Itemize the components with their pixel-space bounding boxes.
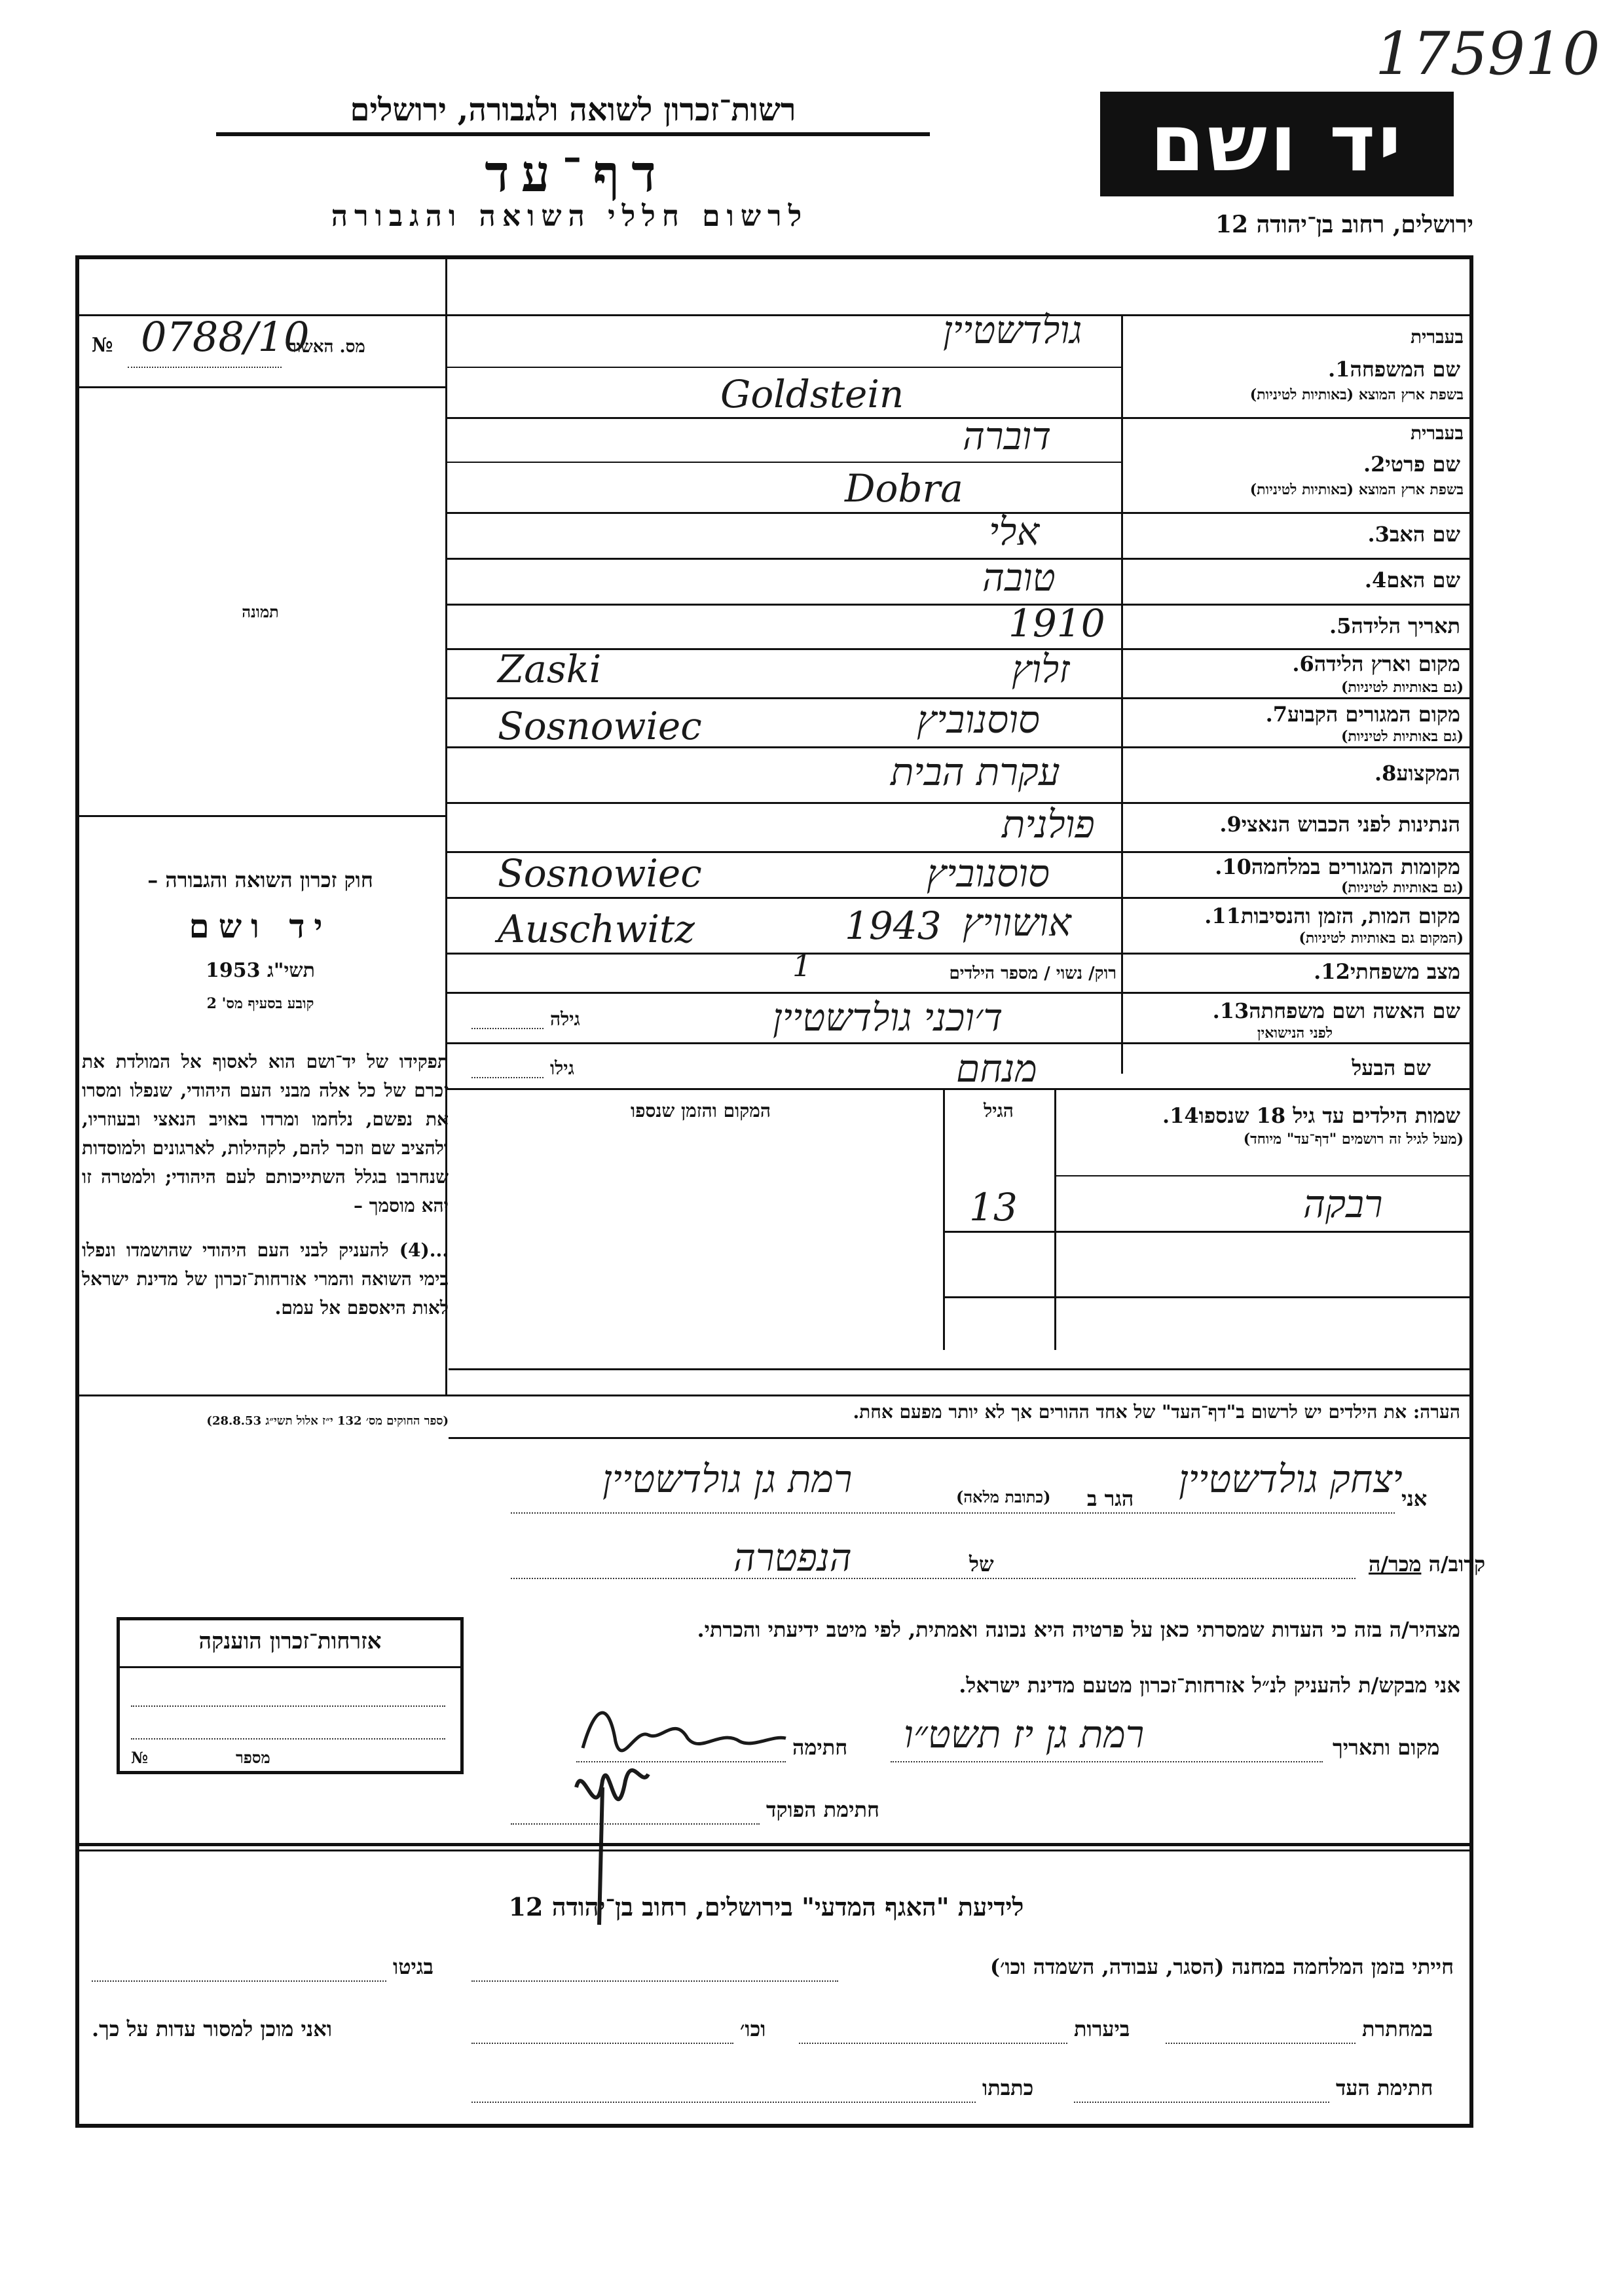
field-2-number: 2.	[1363, 452, 1386, 477]
field-6-label-text: מקום וארץ הלידה	[1314, 651, 1460, 676]
field-12-label-text: מצב משפחתי	[1350, 959, 1460, 984]
science-underground: במחתרת	[1362, 2016, 1433, 2041]
field-11-label-text: מקום המות, הזמן והנסיבות	[1240, 903, 1460, 928]
decl-address-label: (כתובת מלאה)	[956, 1487, 1051, 1506]
page-subtitle: לרשום חללי השואה והגבורה	[331, 200, 809, 233]
note-text: הערה: את הילדים יש לרשום ב"דף־העד" של אחד ההורים אך לא יותר מפעם אחת.	[853, 1401, 1460, 1423]
field-12-sub: רוק/ נשוי / מספר הילדים	[949, 964, 1116, 983]
inspector-label: חתימת הפוקד	[766, 1797, 879, 1822]
field-7-label-text: מקום המגורים הקבוע	[1287, 702, 1460, 727]
field-6-label	[1284, 651, 1460, 676]
law-name: יד ושם	[189, 907, 332, 945]
field-10-number: 10.	[1215, 854, 1251, 879]
approval-prefix: №	[92, 334, 113, 357]
science-line-f	[1074, 2102, 1329, 2103]
field-9-number: 9.	[1219, 812, 1242, 837]
decl-request: אני מבקש/ת להעניק לנ״ל אזרחות־זכרון מטעם מדינת ישראל.	[959, 1673, 1460, 1698]
science-line-c	[1166, 2043, 1356, 2044]
child-name: רבקה	[1303, 1182, 1383, 1226]
relative-deceased: הנפטרה	[733, 1535, 852, 1580]
children-age-header: הגיל	[984, 1100, 1014, 1121]
field-5-number: 5.	[1329, 613, 1352, 638]
residence-latin: Sosnowiec	[498, 704, 702, 748]
death-year: 1943	[845, 903, 942, 948]
death-place-hebrew: אושוויץ	[963, 900, 1071, 945]
science-line-a	[471, 1980, 838, 1982]
field-10-sub: (גם באותיות לטיניות)	[1340, 879, 1464, 896]
witness-address-label: כתבתו	[982, 2075, 1034, 2100]
science-title: לידיעת "האגף המדעי" בירושלים, רחוב בן־יהודה 12	[508, 1892, 1024, 1922]
field-3-label	[1359, 522, 1460, 547]
divider	[75, 1843, 1473, 1846]
science-testimony: ואני מוכן למסור עדות על כך.	[92, 2016, 333, 2041]
husband-name: מנחם	[956, 1046, 1037, 1091]
divider	[75, 815, 445, 817]
divider	[120, 1666, 460, 1668]
science-line-b	[92, 1980, 386, 1982]
divider	[449, 1437, 1473, 1439]
field-10-label	[1207, 854, 1460, 879]
field-6-sub: (גם באותיות לטיניות)	[1340, 679, 1464, 696]
profession: עקרת הבית	[891, 750, 1060, 794]
approval-line	[128, 367, 282, 368]
divider	[445, 802, 1473, 804]
law-title: חוק זכרון השואה והגבורה –	[147, 867, 373, 892]
decl-ani: אני	[1401, 1486, 1428, 1511]
family-name-latin: Goldstein	[720, 372, 904, 416]
science-ghetto: בגיטו	[393, 1954, 434, 1979]
field-11-number: 11.	[1204, 903, 1241, 928]
nationality: פולנית	[1002, 802, 1095, 847]
decl-statement: מצהיר/ה בזה כי העדות שמסרתי כאן על פרטיה היא נכונה ואמתית, לפי מיטב ידיעתי והכרתי.	[697, 1617, 1460, 1642]
header-address: ירושלים, רחוב בן־יהודה 12	[1215, 211, 1473, 238]
column-divider-labels	[1121, 314, 1123, 1074]
death-place-latin: Auschwitz	[498, 907, 695, 951]
field-7-number: 7.	[1265, 702, 1288, 727]
science-line-d	[799, 2043, 1067, 2044]
citizenship-number-label: מספר	[236, 1748, 270, 1767]
divider	[445, 604, 1473, 606]
decl-resides: הגר ב	[1087, 1486, 1134, 1511]
decl-signature-label: חתימה	[792, 1735, 848, 1760]
family-name-hebrew: גולדשטיין	[943, 308, 1082, 352]
children-col-divider	[943, 1088, 945, 1350]
divider	[445, 417, 1473, 419]
field-2-label	[1356, 452, 1460, 477]
field-11-sub: (המקום גם באותיות לטיניות)	[1299, 930, 1464, 947]
children-label	[1154, 1103, 1460, 1128]
field-9-label-text: הנתינות לפני הכבוש הנאצי	[1241, 812, 1460, 837]
field-13-label-text: שם האשה ושם משפחתה	[1249, 998, 1460, 1023]
field-4-label-text: שם האם	[1386, 568, 1460, 592]
divider	[445, 367, 1121, 368]
divider	[445, 558, 1473, 560]
decl-relative: קרוב/ה	[1428, 1552, 1486, 1576]
mother-name: טובה	[982, 555, 1056, 600]
field-1-label	[1320, 357, 1460, 382]
science-line-g	[471, 2102, 976, 2103]
wife-age-label: גילה	[550, 1008, 580, 1030]
field-8-label-text: המקצוע	[1396, 761, 1460, 786]
wife-age-line	[471, 1028, 544, 1029]
field-2-sub-he: בעברית	[1410, 422, 1464, 444]
handwritten-record-number: 175910	[1375, 20, 1600, 88]
page-title: דף־עד	[485, 144, 668, 204]
decl-line-2	[511, 1578, 1356, 1579]
law-text-para2: ...(4) להעניק לבני העם היהודי שהושמדו ונפלו בימי השואה והמרי אזרחות־זכרון של מדינת ישראל לאות היאספם אל עמם.	[82, 1239, 449, 1319]
children-number: 14.	[1162, 1103, 1199, 1128]
field-5-label-text: תאריך הלידה	[1351, 613, 1460, 638]
field-3-label-text: שם האב	[1389, 522, 1460, 547]
field-3-number: 3.	[1367, 522, 1390, 547]
science-line-e	[471, 2043, 733, 2044]
divider	[449, 1368, 1473, 1370]
children-label-text: שמות הילדים עד גיל 18 שנספו	[1198, 1103, 1460, 1128]
field-13-label	[1205, 998, 1460, 1023]
field-9-label	[1211, 812, 1460, 837]
field-7-label	[1258, 702, 1460, 727]
divider	[943, 1231, 1473, 1233]
decl-line-1	[511, 1512, 1395, 1514]
decl-place-date: רמת גן יז תשט״ו	[904, 1712, 1145, 1757]
science-etc: וכו׳	[740, 2016, 766, 2041]
wife-maiden-name: ד׳וכני גולדשטיין	[773, 995, 1003, 1040]
field-1-number: 1.	[1328, 357, 1350, 382]
divider	[75, 1850, 1473, 1851]
field-11-label	[1196, 903, 1460, 928]
field-13-number: 13.	[1212, 998, 1249, 1023]
field-1-sub: בשפת ארץ המוצא (באותיות לטיניות)	[1249, 386, 1464, 403]
children-col-divider	[1054, 1088, 1056, 1350]
science-line1: חייתי בזמן המלחמה במחנה (הסגר, עבודה, השמדה וכו׳)	[989, 1954, 1454, 1979]
declarant-address: רמת גן גולדשטיין	[602, 1457, 853, 1501]
divider	[75, 386, 445, 388]
residence-hebrew: סוסנוביץ	[917, 697, 1040, 742]
yad-vashem-logo: יד ושם	[1100, 92, 1454, 196]
approval-number: 0788/10	[141, 313, 310, 361]
field-4-number: 4.	[1364, 568, 1387, 592]
birth-date: 1910	[1008, 601, 1105, 646]
citizenship-title: אזרחות־זכרון הוענקה	[198, 1628, 382, 1654]
declarant-name: יצחק גולדשטיין	[1179, 1457, 1403, 1501]
decl-place-date-label: מקום ותאריך	[1333, 1735, 1440, 1760]
citizenship-line-2	[131, 1738, 445, 1740]
law-clause: קובע בסעיף מס' 2	[206, 995, 314, 1012]
field-2-label-text: שם פרטי	[1385, 452, 1460, 477]
children-place-header: המקום והזמן שנספו	[631, 1100, 771, 1121]
birthplace-latin: Zaski	[498, 647, 602, 691]
field-6-number: 6.	[1292, 651, 1314, 676]
field-10-label-text: מקומות המגורים במלחמה	[1251, 854, 1460, 879]
science-forests: ביערות	[1074, 2016, 1130, 2041]
divider	[75, 1394, 1473, 1396]
field-5-label	[1321, 613, 1460, 638]
wartime-residence-hebrew: סוסנוביץ	[927, 851, 1050, 896]
field-1-sub-he: בעברית	[1410, 326, 1464, 348]
given-name-latin: Dobra	[845, 466, 963, 511]
authority-name: רשות־זכרון לשואה ולגבורה, ירושלים	[216, 92, 930, 136]
divider	[445, 953, 1473, 955]
citizenship-number-prefix: №	[131, 1748, 149, 1767]
decl-line-3	[891, 1761, 1323, 1762]
law-text-para1: תפקידו של יד־ושם הוא לאסוף אל המולדת את זכרם של כל אלה מבני העם היהודי, שנפלו ומסרו את נפשם, נלחמו ומרדו באויב הנאצי ובעוזריו, ולהציב שם וזכר להם, לקהילות, לארגונים ולמוסדות שנחרבו בגלל השתייכותם לעם היהודי; ולמטרה זו יהא מוסמך –	[82, 1051, 449, 1216]
field-2-sub: בשפת ארץ המוצא (באותיות לטיניות)	[1249, 481, 1464, 498]
given-name-hebrew: דוברה	[963, 414, 1052, 458]
husband-age-label: גילו	[550, 1057, 574, 1079]
citizenship-line-1	[131, 1705, 445, 1707]
decl-of: של	[969, 1552, 994, 1576]
field-12-number: 12.	[1314, 959, 1350, 984]
divider	[445, 1042, 1473, 1044]
field-4-label	[1357, 568, 1460, 592]
divider	[445, 462, 1121, 463]
law-text	[82, 1048, 449, 1322]
field-husband-label: שם הבעל	[1352, 1055, 1431, 1080]
decl-relative-type: מכר/ה	[1369, 1552, 1422, 1576]
law-year: תשי"ג 1953	[206, 959, 315, 982]
field-13-sub: לפני הנישואין	[1257, 1025, 1333, 1042]
witness-signature-label: חתימת העד	[1336, 2075, 1433, 2100]
children-count: 1	[792, 948, 812, 983]
field-12-label	[1306, 959, 1460, 984]
divider	[1054, 1175, 1473, 1176]
birthplace-hebrew: זלוץ	[1012, 647, 1070, 691]
children-sub: (מעל לגיל זה רושמים "דף־עד" מיוחד)	[1243, 1131, 1464, 1148]
divider	[445, 512, 1473, 514]
father-name: אלי	[989, 509, 1040, 554]
field-1-label-text: שם המשפחה	[1350, 357, 1460, 382]
divider	[445, 897, 1473, 899]
child-age: 13	[969, 1185, 1018, 1230]
photo-label: תמונה	[242, 602, 279, 621]
field-7-sub: (גם באותיות לטיניות)	[1340, 728, 1464, 745]
decl-relative-label	[1369, 1552, 1485, 1576]
field-8-number: 8.	[1375, 761, 1397, 786]
wartime-residence-latin: Sosnowiec	[498, 851, 702, 896]
field-8-label	[1367, 761, 1460, 786]
husband-age-line	[471, 1077, 544, 1078]
law-source: (ספר החוקים מס׳ 132 י״ז אלול תשי״ג 28.8.53)	[206, 1414, 449, 1428]
divider	[445, 992, 1473, 994]
divider	[943, 1296, 1473, 1298]
approval-label: מס. האשור	[288, 337, 365, 357]
